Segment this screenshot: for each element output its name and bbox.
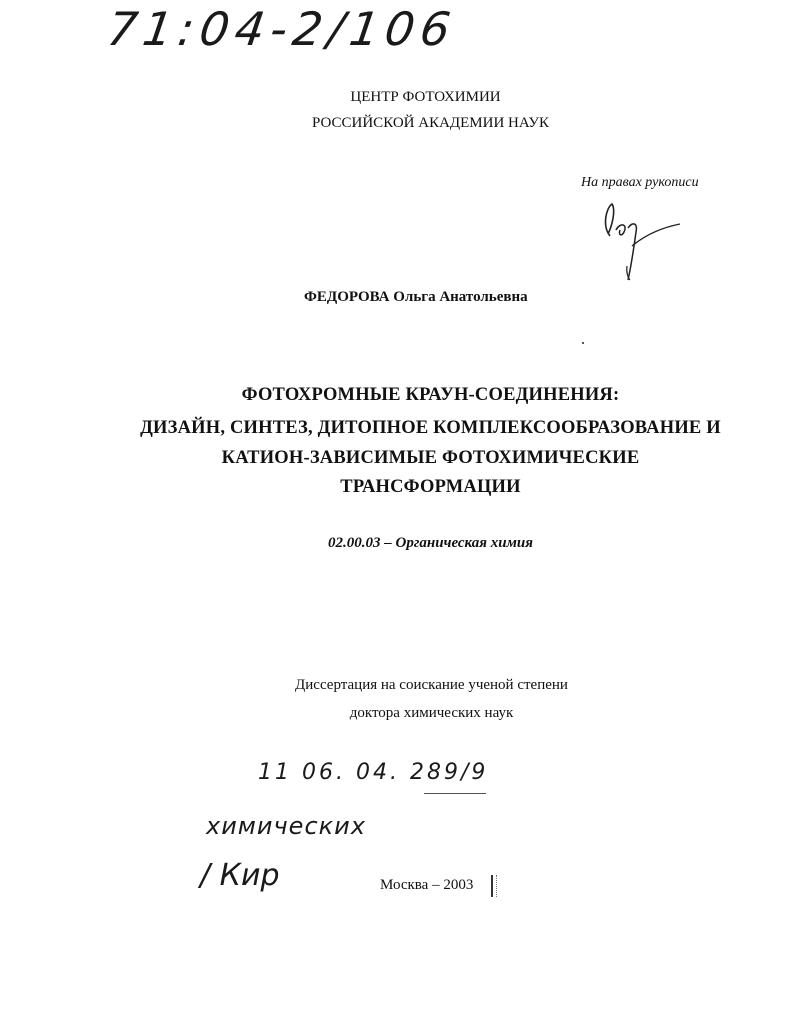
title-line-2: ДИЗАЙН, СИНТЕЗ, ДИТОПНОЕ КОМПЛЕКСООБРАЗОВАНИЕ И <box>140 418 721 438</box>
handwritten-initials: / Кир <box>200 858 280 893</box>
degree-line-2: доктора химических наук <box>349 705 514 721</box>
specialty-code: 02.00.03 – Органическая химия <box>328 535 533 551</box>
rights-note: На правах рукописи <box>581 175 699 190</box>
signature-mark <box>598 196 688 286</box>
title-line-4: ТРАНСФОРМАЦИИ <box>340 477 521 497</box>
author-name: ФЕДОРОВА Ольга Анатольевна <box>304 289 528 305</box>
handwritten-registry-number: 71:04-2/106 <box>104 2 460 56</box>
organization-line-2: РОССИЙСКОЙ АКАДЕМИИ НАУК <box>311 115 550 131</box>
speck <box>582 342 584 344</box>
title-line-3: КАТИОН-ЗАВИСИМЫЕ ФОТОХИМИЧЕСКИЕ <box>221 448 640 468</box>
place-and-year: Москва – 2003 <box>380 877 474 893</box>
organization-line-1: ЦЕНТР ФОТОХИМИИ <box>350 89 501 105</box>
margin-mark <box>491 875 497 897</box>
title-line-1: ФОТОХРОМНЫЕ КРАУН-СОЕДИНЕНИЯ: <box>241 385 620 405</box>
handwritten-date: 11 06. 04. 289/9 <box>258 760 489 785</box>
degree-line-1: Диссертация на соискание ученой степени <box>295 677 568 693</box>
date-underline <box>424 793 486 794</box>
handwritten-note: химических <box>206 812 366 840</box>
